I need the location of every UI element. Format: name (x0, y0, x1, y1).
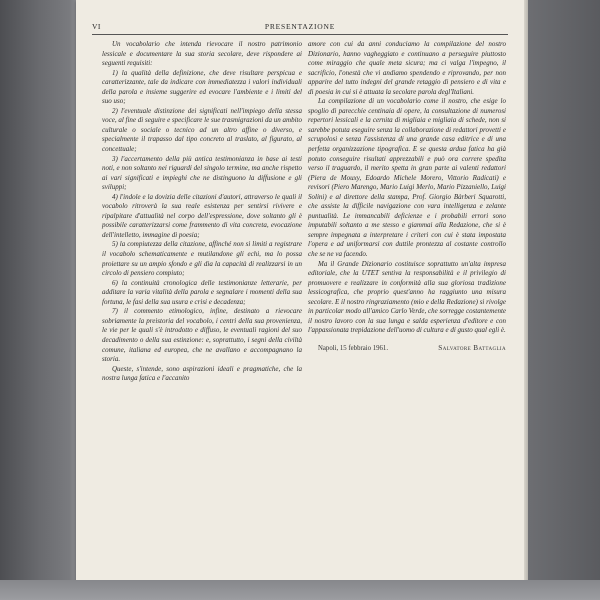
requirement-4: 4) l'indole e la dovizia delle citazioni d'autori, attraverso le quali il vocabolo ritroverà la sua reale esistenza per sentirsi rivivere e ripalpitare d'attualità nel corpo dell'espressione, dove soltanto gli è possibile caratterizzarsi come frammento di vita concreta, evocazione dell'intelletto, immagine di poesia; (102, 192, 302, 239)
background-right (528, 0, 600, 600)
intro-paragraph: Un vocabolario che intenda rievocare il nostro patrimonio lessicale e documentare la sua storia secolare, deve rispondere ai seguenti requisiti: (102, 40, 302, 68)
requirement-2: 2) l'eventuale distinzione dei significati nell'impiego della stessa voce, al fine di seguire e specificare le sue trasmigrazioni da un ambito culturale o sociale o tecnico ad un altro affine o diverso, e specialmente il trapasso dal tipo concreto al traslato, al figurato, al concettuale; (102, 106, 302, 154)
left-column (102, 40, 302, 384)
signature-author: Salvatore Battaglia (438, 344, 506, 352)
acknowledgement-paragraph: La compilazione di un vocabolario come il nostro, che esige lo spoglio di parecchie centinaia di opere, la consultazione di numerosi repertori lessicali e la cernita di migliaia e migliaia di schede, non si sarebbe potuta eseguire senza la collaborazione di redattori provetti e scrupolosi e senza l'assistenza di una grande casa editrice e di una perfetta organizzazione tipografica. E se questa ardua fatica ha già potuto conseguire risultati apprezzabili e può ora correre spedita verso il traguardo, il merito spetta in gran parte ai valenti redattori (Piera de Mouxy, Edoardo Michele Morero, Vittorio Radicati) e revisori (Piero Marengo, Mario Luigi Merlo, Mario Pizzaniello, Luigi Solini) e al direttore della stampa, Prof. Giorgio Bàrberi Squarotti, che assiste la difficile navigazione con vara intelligenza e zelante puntualità. Le immancabili deficienze e i probabili errori sono imputabili soltanto a me stesso e giammai alla Redazione, che si è sempre impegnata a interpretare i criteri con cui è stata impostata l'opera e ad uniformarsi con duttile prontezza al costante controllo che se ne va facendo. (308, 97, 506, 259)
page-number: VI (92, 22, 101, 31)
background-bottom (0, 580, 600, 600)
book-page (76, 0, 524, 594)
header-rule (92, 34, 508, 35)
signature-place-date: Napoli, 15 febbraio 1961. (318, 344, 389, 352)
requirement-3: 3) l'accertamento della più antica testimonianza in base ai testi noti, e non soltanto nei riguardi del singolo termine, ma anche rispetto ai vari significati e impieghi che ne distinguono la diffusione e gli sviluppi; (102, 154, 302, 192)
publisher-paragraph: Ma il Grande Dizionario costituisce soprattutto un'alta impresa editoriale, che la UTET sentiva la responsabilità e il privilegio di promuovere e realizzare in conformità alla sua gloriosa tradizione lessicografica, che proprio quest'anno ha raggiunto una misura secolare. E il nostro ringraziamento (mio e della Redazione) si rivolge in particolar modo all'amico Carlo Verde, che sorregge costantemente il nostro lavoro con la sua lunga e salda esperienza d'editore e con l'appassionata trepidazione dell'uomo di cultura e di gusto qual egli è. (308, 259, 506, 335)
running-head (76, 22, 524, 34)
closing-paragraph-start: Queste, s'intende, sono aspirazioni ideali e pragmatiche, che la nostra lunga fatica e l'accanito (102, 364, 302, 383)
requirement-6: 6) la continuità cronologica delle testimonianze letterarie, per additare la varia vitalità della parola e segnalare i momenti della sua fortuna, le fasi della sua usura e crisi e decadenza; (102, 278, 302, 306)
continuation-paragraph: amore con cui da anni conduciamo la compilazione del nostro Dizionario, hanno vagheggiato e continuano a perseguire piuttosto come miraggio che quale meta sicura; ma ci valga l'impegno, il sacrificio, l'onestà che vi andiamo spendendo e riprovando, per non apparire del tutto indegni del grande retaggio di pensiero e di vita e di poesia in cui si è attuata la secolare parola degl'Italiani. (308, 40, 506, 96)
requirement-5: 5) la compiutezza della citazione, affinché non si limiti a registrare il vocabolo schematicamente e mutilandone gli echi, ma lo possa proiettare su un ampio sfondo e gli dia la capacità di realizzarsi in un circolo di pensiero compiuto; (102, 240, 302, 278)
running-head-title: PRESENTAZIONE (264, 22, 336, 31)
requirement-7: 7) il commento etimologico, infine, destinato a rievocare sobriamente la preistoria del vocabolo, i centri della sua provenienza, le vie per le quali s'è introdotto e diffuso, le eventuali ragioni del suo decadimento o della sua estinzione: e, soprattutto, i segni della civiltà comune, italiana ed europea, che ne avallano e accompagnano la storia. (102, 307, 302, 364)
right-column (308, 40, 506, 354)
requirement-1: 1) la qualità della definizione, che deve risultare perspicua e caratterizzante, tale da indicare con immediatezza i valori individuali della parola e insieme suggerire ed evocare l'ambiente e i limiti del suo uso; (102, 68, 302, 106)
